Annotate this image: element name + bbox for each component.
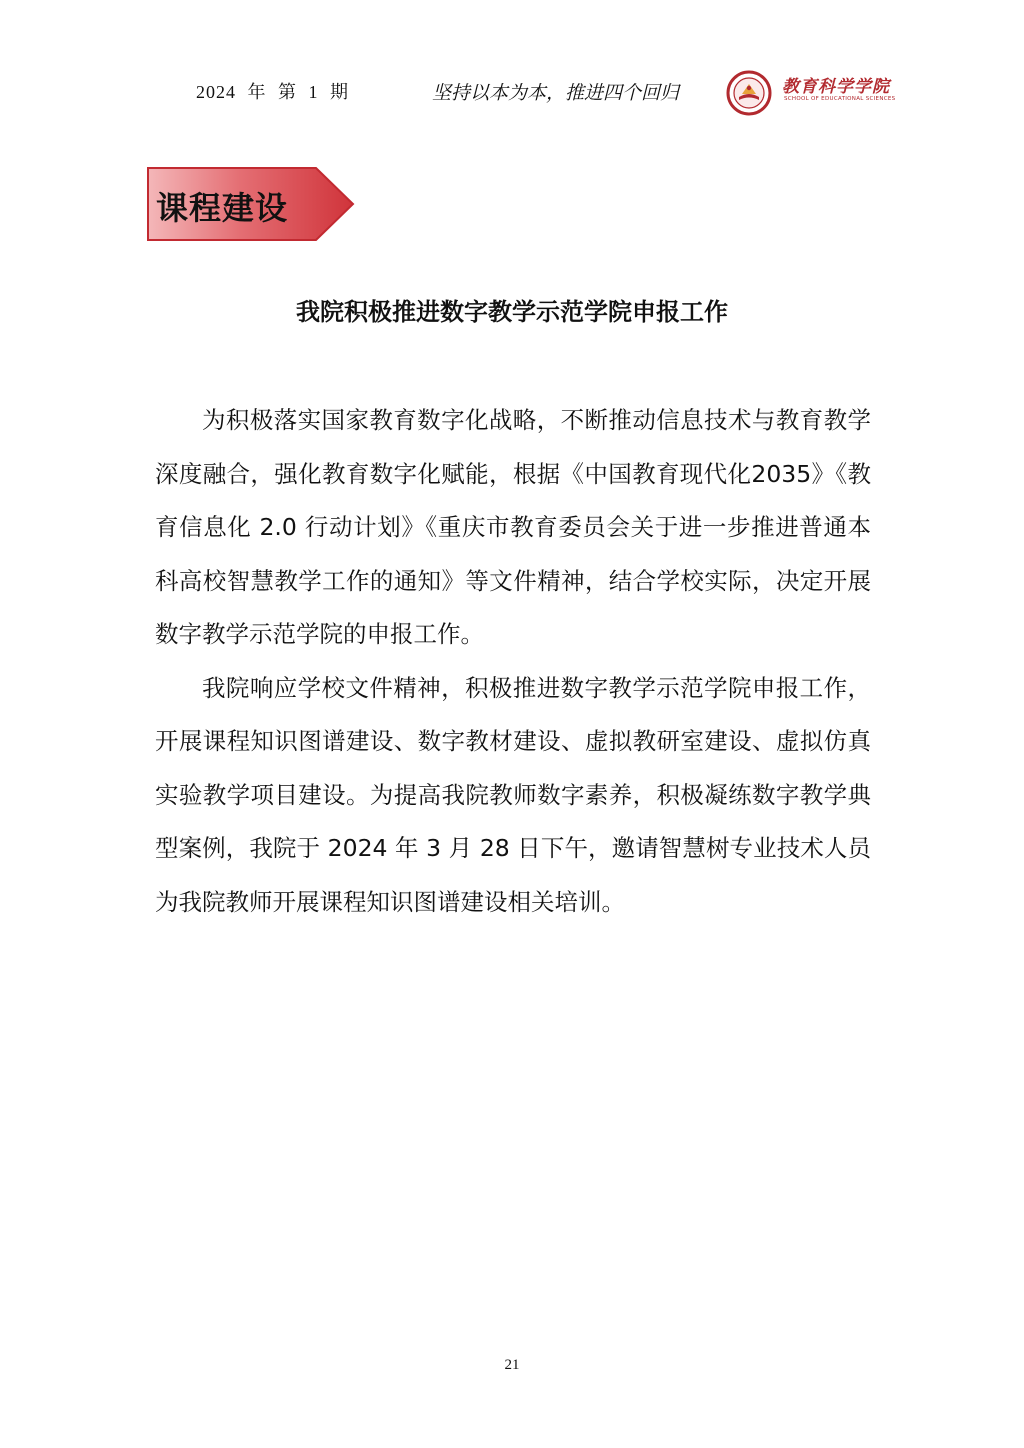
- page-header: [0, 66, 1024, 116]
- section-tag: [146, 166, 356, 242]
- section-label: 课程建设: [156, 189, 289, 227]
- header-motto: 坚持以本为本，推进四个回归: [432, 82, 680, 104]
- page-number: 21: [504, 1357, 520, 1373]
- college-name-english: SCHOOL OF EDUCATIONAL SCIENCES: [784, 96, 896, 102]
- article-title: 我院积极推进数字教学示范学院申报工作: [296, 298, 728, 326]
- college-seal-icon: [726, 70, 772, 116]
- paragraph: 为积极落实国家教育数字化战略，不断推动信息技术与教育教学深度融合，强化教育数字化赋能，根据《中国教育现代化2035》《教育信息化 2.0 行动计划》《重庆市教育委员会关于进一步推进普通本科高校智慧教学工作的通知》等文件精神，结合学校实际，决定开展数字教学示范学院的申报工作。: [155, 406, 871, 648]
- college-name: 教育科学学院: [782, 77, 890, 97]
- college-logo: [726, 70, 906, 114]
- issue-number: 2024 年 第 1 期: [196, 82, 349, 102]
- article-body: [155, 394, 871, 929]
- paragraph: 我院响应学校文件精神，积极推进数字教学示范学院申报工作，开展课程知识图谱建设、数字教材建设、虚拟教研室建设、虚拟仿真实验教学项目建设。为提高我院教师数字素养，积极凝练数字教学典型案例，我院于 2024 年 3 月 28 日下午，邀请智慧树专业技术人员为我院教师开展课程知识图谱建设相关培训。: [155, 673, 871, 916]
